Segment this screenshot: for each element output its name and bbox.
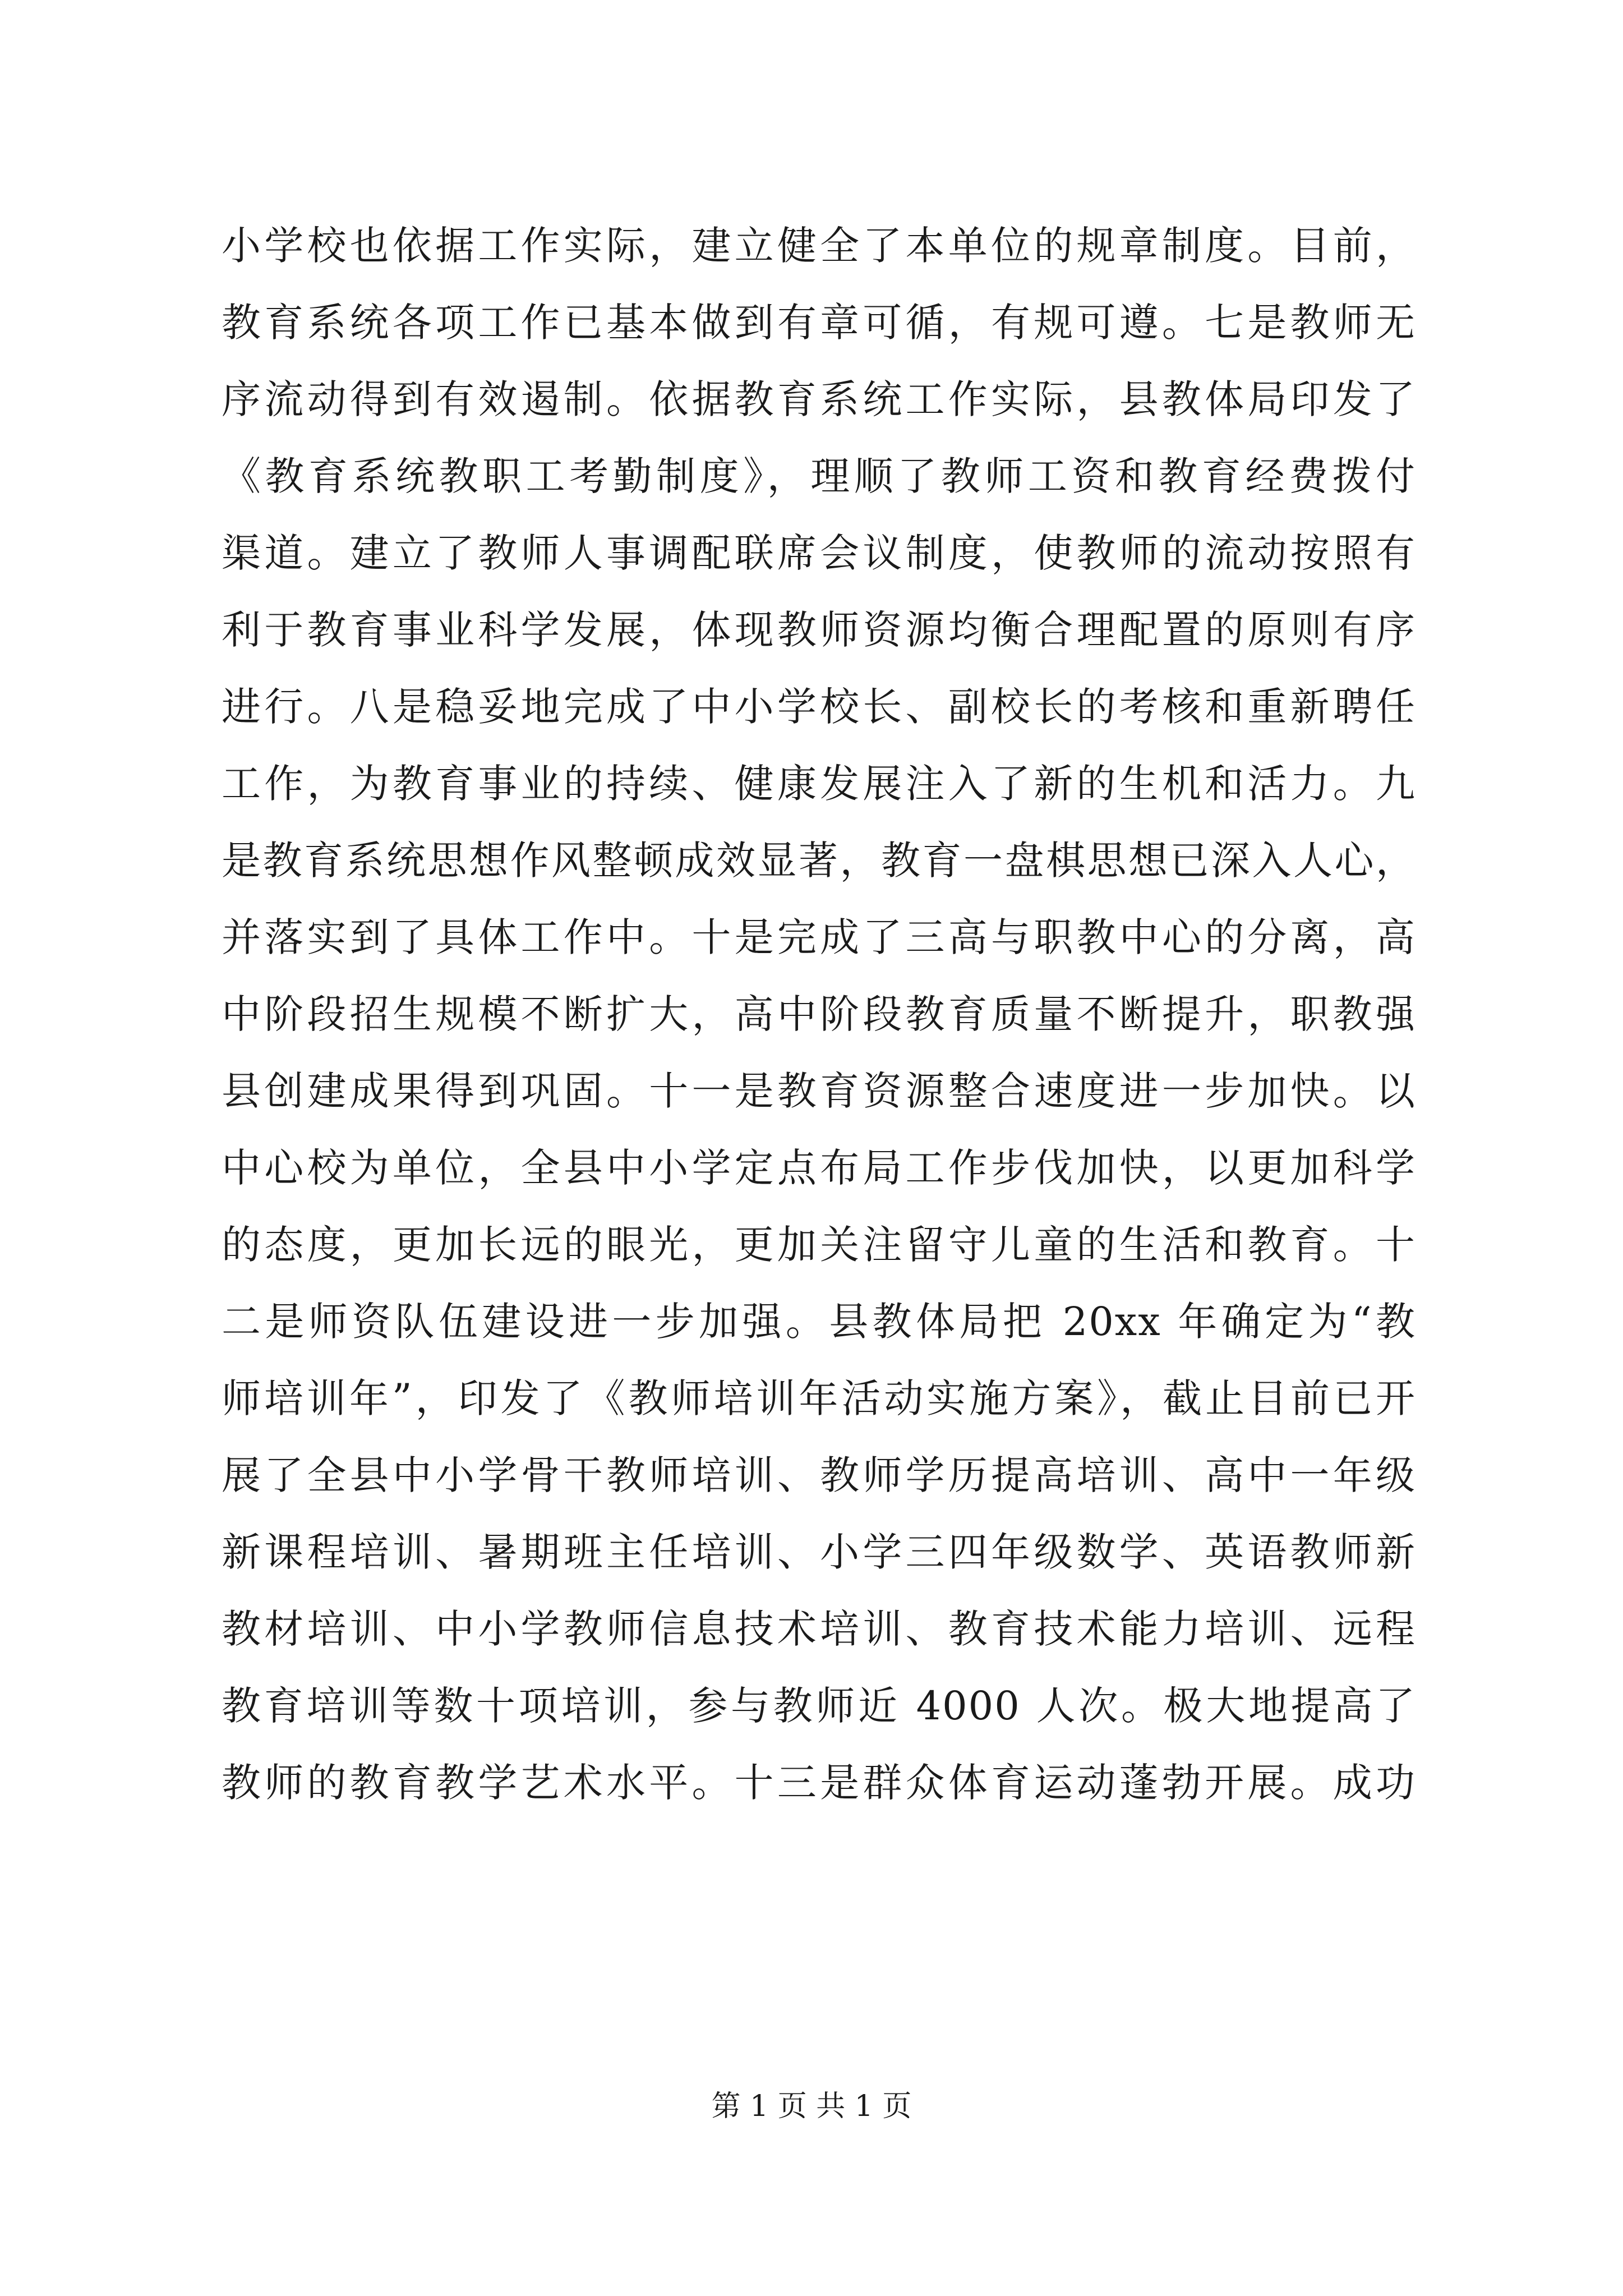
text-line: 进行。八是稳妥地完成了中小学校长、副校长的考核和重新聘任 — [222, 684, 1416, 730]
text-line: 序流动得到有效遏制。依据教育系统工作实际，县教体局印发了 — [222, 376, 1416, 422]
text-line: 工作，为教育事业的持续、健康发展注入了新的生机和活力。九 — [222, 761, 1416, 807]
text-line: 利于教育事业科学发展，体现教师资源均衡合理配置的原则有序 — [222, 607, 1416, 653]
page-number: 第 1 页 共 1 页 — [711, 2090, 912, 2123]
text-line: 教材培训、中小学教师信息技术培训、教育技术能力培训、远程 — [222, 1606, 1416, 1652]
page-footer — [0, 2087, 1623, 2126]
text-line: 渠道。建立了教师人事调配联席会议制度，使教师的流动按照有 — [222, 530, 1416, 576]
text-line: 师培训年”，印发了《教师培训年活动实施方案》，截止目前已开 — [222, 1375, 1416, 1421]
text-line: 是教育系统思想作风整顿成效显著，教育一盘棋思想已深入人心， — [222, 838, 1416, 884]
text-line: 县创建成果得到巩固。十一是教育资源整合速度进一步加快。以 — [222, 1068, 1416, 1114]
text-line: 教育系统各项工作已基本做到有章可循，有规可遵。七是教师无 — [222, 300, 1416, 346]
body-text — [222, 208, 1416, 1821]
text-line: 中阶段招生规模不断扩大，高中阶段教育质量不断提升，职教强 — [222, 991, 1416, 1037]
text-line: 并落实到了具体工作中。十是完成了三高与职教中心的分离，高 — [222, 914, 1416, 960]
text-line: 二是师资队伍建设进一步加强。县教体局把 20xx 年确定为“教 — [222, 1299, 1416, 1345]
text-line: 的态度，更加长远的眼光，更加关注留守儿童的生活和教育。十 — [222, 1222, 1416, 1268]
text-line: 《教育系统教职工考勤制度》，理顺了教师工资和教育经费拨付 — [222, 453, 1416, 499]
text-line: 教师的教育教学艺术水平。十三是群众体育运动蓬勃开展。成功 — [222, 1760, 1416, 1806]
text-line: 展了全县中小学骨干教师培训、教师学历提高培训、高中一年级 — [222, 1452, 1416, 1498]
text-line: 教育培训等数十项培训，参与教师近 4000 人次。极大地提高了 — [222, 1683, 1416, 1729]
text-line: 新课程培训、暑期班主任培训、小学三四年级数学、英语教师新 — [222, 1529, 1416, 1575]
text-line: 小学校也依据工作实际，建立健全了本单位的规章制度。目前， — [222, 223, 1416, 269]
text-line: 中心校为单位，全县中小学定点布局工作步伐加快，以更加科学 — [222, 1145, 1416, 1191]
